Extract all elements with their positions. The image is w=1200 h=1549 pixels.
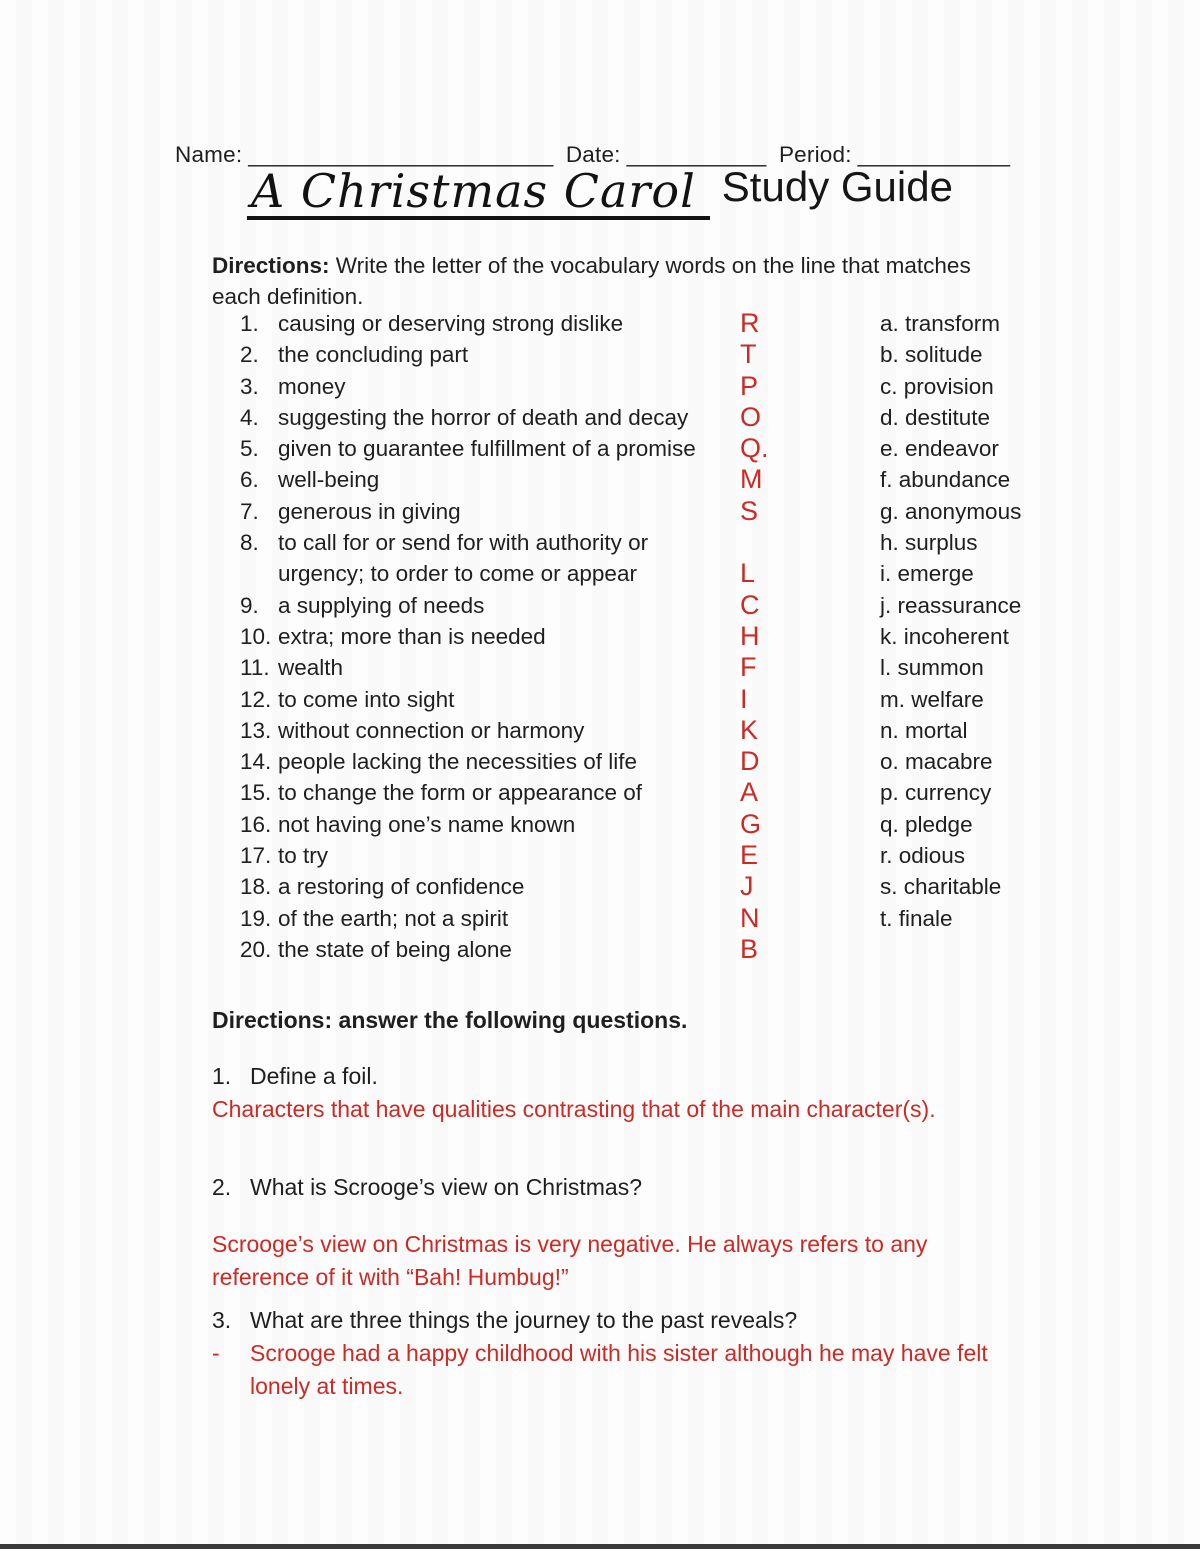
vocab-row bbox=[240, 840, 1180, 871]
word-option: m. welfare bbox=[880, 686, 984, 712]
answer-letter: O bbox=[740, 401, 762, 432]
answer-letter: K bbox=[740, 714, 759, 745]
answer-letter: T bbox=[740, 339, 757, 370]
definition-number: 12. bbox=[240, 686, 272, 712]
definition-text: a supplying of needs bbox=[278, 592, 485, 618]
definition-text: to change the form or appearance of bbox=[278, 780, 642, 806]
vocab-row bbox=[240, 402, 1180, 433]
vocab-directions-lead: Directions: bbox=[212, 253, 330, 278]
vocab-row bbox=[240, 903, 1180, 934]
answer-letter: N bbox=[740, 902, 760, 933]
question-1 bbox=[212, 1060, 378, 1092]
definition-text: generous in giving bbox=[278, 498, 461, 524]
vocab-row bbox=[240, 496, 1180, 527]
answer-letter: S bbox=[740, 495, 759, 526]
definition-number: 2. bbox=[240, 342, 259, 368]
definition-number: 5. bbox=[240, 436, 259, 462]
vocab-row bbox=[240, 871, 1180, 902]
definition-number: 20. bbox=[240, 936, 272, 962]
question-1-number: 1. bbox=[212, 1063, 232, 1089]
vocab-row bbox=[240, 527, 1180, 558]
question-3 bbox=[212, 1304, 797, 1336]
definition-text: urgency; to order to come or appear bbox=[278, 561, 637, 587]
word-option: f. abundance bbox=[880, 467, 1011, 493]
word-option: a. transform bbox=[880, 311, 1001, 336]
vocab-directions-body: Write the letter of the vocabulary words on the line that matches each definition. bbox=[212, 253, 971, 309]
answer-letter: C bbox=[740, 589, 760, 620]
definition-text: well-being bbox=[278, 467, 380, 493]
period-label: Period: bbox=[778, 142, 852, 167]
page-title bbox=[0, 163, 1200, 220]
word-option: l. summon bbox=[880, 655, 984, 681]
answer-letter: Q. bbox=[740, 433, 769, 464]
definition-text: suggesting the horror of death and decay bbox=[278, 404, 689, 430]
question-3-number: 3. bbox=[212, 1307, 232, 1333]
vocab-row bbox=[240, 809, 1180, 840]
vocab-row bbox=[240, 746, 1180, 777]
question-2 bbox=[212, 1171, 642, 1203]
vocab-row bbox=[240, 308, 1180, 339]
answer-3-dash: - bbox=[212, 1340, 220, 1366]
name-label: Name: bbox=[175, 142, 243, 167]
word-option: h. surplus bbox=[880, 530, 978, 556]
period-blank-line: ____________ bbox=[857, 142, 1011, 167]
definition-number: 10. bbox=[240, 623, 272, 649]
word-option bbox=[880, 934, 1180, 965]
word-option: i. emerge bbox=[880, 561, 974, 587]
answer-letter: A bbox=[740, 777, 759, 808]
definition-text: the concluding part bbox=[278, 342, 469, 368]
definition-number: 18. bbox=[240, 874, 272, 900]
word-option: r. odious bbox=[880, 843, 966, 869]
vocab-row bbox=[240, 934, 1180, 965]
word-option: k. incoherent bbox=[880, 623, 1009, 649]
vocab-row bbox=[240, 371, 1180, 402]
definition-number: 14. bbox=[240, 749, 272, 775]
word-option: n. mortal bbox=[880, 717, 968, 743]
word-option: q. pledge bbox=[880, 811, 973, 837]
vocab-row bbox=[240, 558, 1180, 589]
questions-directions: Directions: answer the following questions. bbox=[212, 1007, 688, 1033]
vocab-row bbox=[240, 621, 1180, 652]
answer-letter: M bbox=[740, 464, 763, 495]
vocab-row bbox=[240, 433, 1180, 464]
definition-text: not having one’s name known bbox=[278, 811, 576, 837]
title-suffix: Study Guide bbox=[721, 163, 953, 210]
word-option: b. solitude bbox=[880, 342, 983, 368]
definition-text: to come into sight bbox=[278, 686, 455, 712]
answer-letter: F bbox=[740, 652, 757, 683]
definition-number: 4. bbox=[240, 404, 259, 430]
word-option: g. anonymous bbox=[880, 498, 1022, 524]
word-option: s. charitable bbox=[880, 874, 1002, 900]
definition-number: 7. bbox=[240, 498, 259, 524]
word-option: p. currency bbox=[880, 780, 992, 806]
word-option: e. endeavor bbox=[880, 436, 999, 462]
answer-letter bbox=[740, 527, 880, 558]
vocab-row bbox=[240, 339, 1180, 370]
definition-number: 1. bbox=[240, 311, 259, 336]
definition-text: causing or deserving strong dislike bbox=[278, 311, 624, 336]
answer-letter: R bbox=[740, 308, 760, 338]
answer-letter: B bbox=[740, 933, 759, 964]
definition-number: 13. bbox=[240, 717, 272, 743]
vocab-row bbox=[240, 464, 1180, 495]
answer-letter: D bbox=[740, 746, 760, 777]
answer-3 bbox=[212, 1337, 1020, 1403]
date-blank-line: ___________ bbox=[626, 142, 767, 167]
vocab-row bbox=[240, 715, 1180, 746]
definition-number: 8. bbox=[240, 530, 259, 556]
definition-number bbox=[240, 558, 278, 589]
definition-text: a restoring of confidence bbox=[278, 874, 525, 900]
answer-letter: E bbox=[740, 840, 759, 871]
answer-letter: I bbox=[740, 683, 748, 714]
page-bottom-bar bbox=[0, 1544, 1200, 1549]
name-blank-line: ________________________ bbox=[248, 142, 554, 167]
definition-number: 17. bbox=[240, 843, 272, 869]
word-option: j. reassurance bbox=[880, 592, 1022, 618]
vocab-row bbox=[240, 590, 1180, 621]
question-3-text: What are three things the journey to the past reveals? bbox=[250, 1307, 798, 1333]
question-1-text: Define a foil. bbox=[250, 1063, 378, 1089]
definition-text: of the earth; not a spirit bbox=[278, 905, 509, 931]
answer-3-text: Scrooge had a happy childhood with his sister although he may have felt lonely at times. bbox=[250, 1340, 988, 1399]
answer-letter: J bbox=[740, 871, 754, 902]
word-option: o. macabre bbox=[880, 749, 993, 775]
definition-number: 6. bbox=[240, 467, 259, 493]
definition-text: wealth bbox=[278, 655, 344, 681]
answer-letter: H bbox=[740, 620, 760, 651]
question-2-number: 2. bbox=[212, 1174, 232, 1200]
vocab-row bbox=[240, 684, 1180, 715]
definition-number: 11. bbox=[240, 655, 270, 681]
date-label: Date: bbox=[565, 142, 621, 167]
answer-letter: G bbox=[740, 808, 762, 839]
word-option: d. destitute bbox=[880, 404, 991, 430]
definition-number: 15. bbox=[240, 780, 272, 806]
definition-number: 3. bbox=[240, 373, 259, 399]
vocab-directions bbox=[212, 251, 1022, 312]
definition-text: money bbox=[278, 373, 346, 399]
definition-text: extra; more than is needed bbox=[278, 623, 546, 649]
definition-number: 19. bbox=[240, 905, 272, 931]
definition-number: 16. bbox=[240, 811, 272, 837]
vocab-row bbox=[240, 777, 1180, 808]
definition-number: 9. bbox=[240, 592, 259, 618]
definition-text: people lacking the necessities of life bbox=[278, 749, 637, 775]
question-2-text: What is Scrooge’s view on Christmas? bbox=[250, 1174, 642, 1200]
definition-text: to try bbox=[278, 843, 329, 869]
definition-text: the state of being alone bbox=[278, 936, 512, 962]
word-option: c. provision bbox=[880, 373, 994, 399]
vocab-row bbox=[240, 652, 1180, 683]
vocab-table bbox=[240, 308, 1180, 965]
definition-text: given to guarantee fulfillment of a promise bbox=[278, 436, 696, 462]
answer-letter: L bbox=[740, 558, 756, 589]
book-title-script: A Christmas Carol bbox=[247, 167, 710, 220]
word-option: t. finale bbox=[880, 905, 953, 931]
answer-letter: P bbox=[740, 370, 759, 401]
answer-2: Scrooge’s view on Christmas is very negative. He always refers to any reference of it with “Bah! Humbug!” bbox=[212, 1231, 928, 1290]
definition-text: without connection or harmony bbox=[278, 717, 585, 743]
definition-text: to call for or send for with authority or bbox=[278, 530, 649, 556]
answer-1: Characters that have qualities contrasting that of the main character(s). bbox=[212, 1096, 936, 1122]
